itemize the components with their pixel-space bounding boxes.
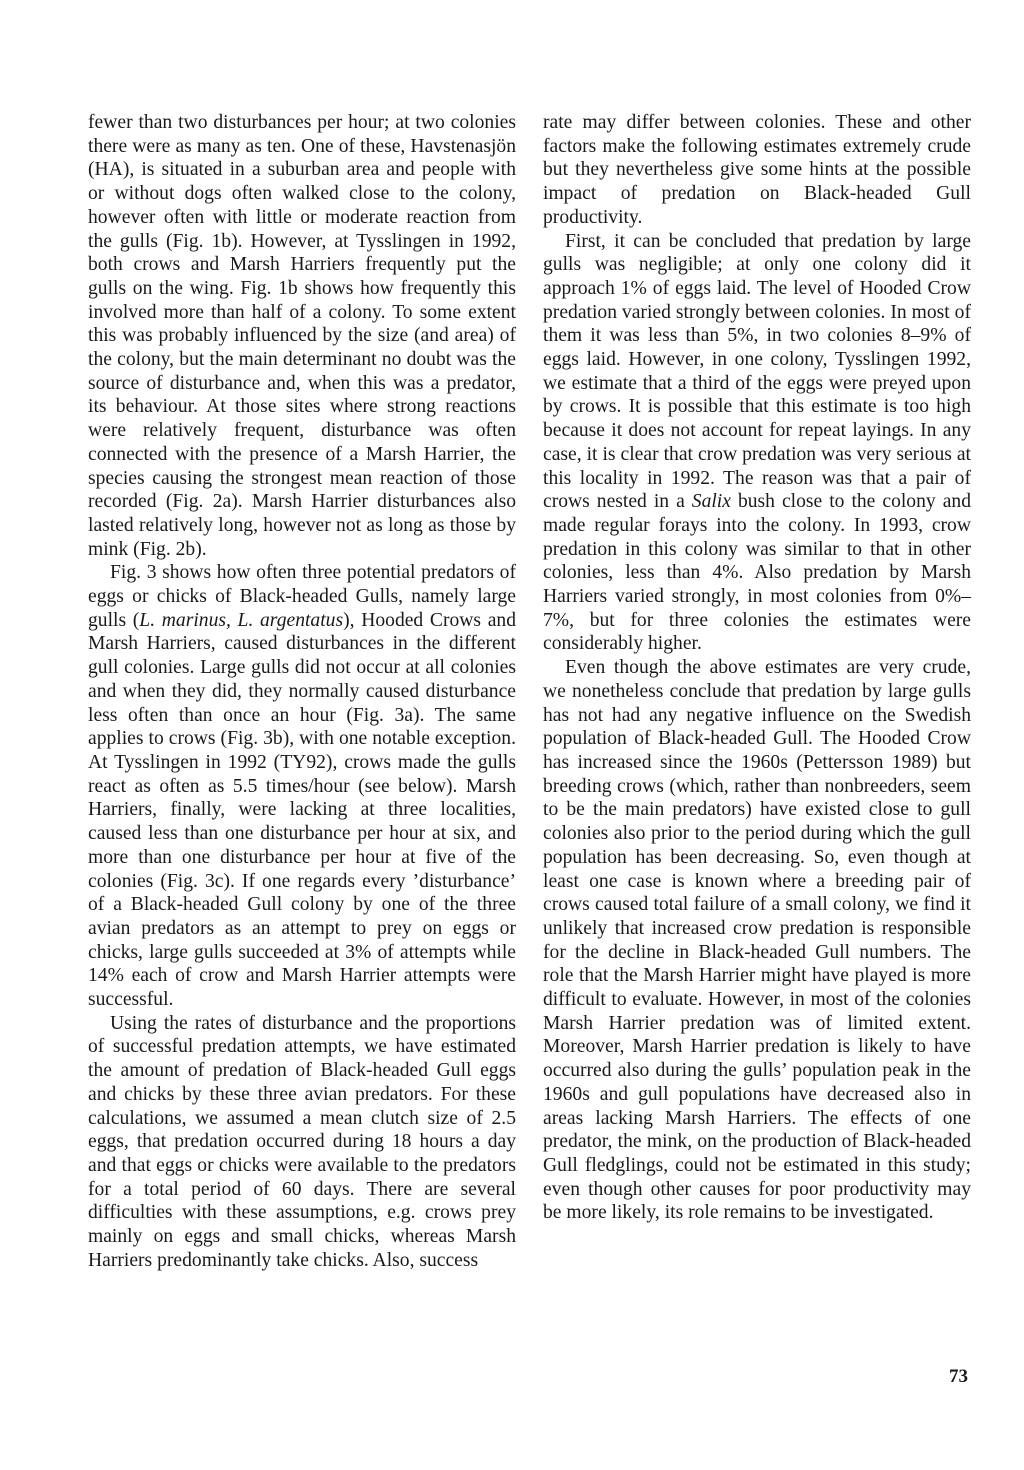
paragraph-predation-results — [543, 230, 971, 657]
text-run: Fig. 3 shows how often three potential predators of eggs or chicks of Black-headed Gulls, namely large gulls ( — [88, 562, 516, 631]
page-number: 73 — [949, 1366, 968, 1387]
text-run: bush close to the colony and made regular forays into the colony. In 1993, crow predation in this colony was similar to that in other colonies, less than 4%. Also predation by Marsh Harriers varied strongly, in most colonies from 0%–7%, but for three colonies the estimates were considerably higher. — [543, 491, 971, 655]
paragraph-success-rate: rate may differ between colonies. These and other factors make the following estimates extremely crude but they nevertheless give some hints at the possible impact of predation on Black-headed Gull productivity. — [543, 112, 971, 228]
paragraph-disturbance-reactions: fewer than two disturbances per hour; at two colonies there were as many as ten. One of these, Havstenasjön (HA), is situated in a suburban area and people with or without dogs often walked close to the colony, however often with little or moderate reaction from the gulls (Fig. 1b). However, at Tysslingen in 1992, both crows and Marsh Harriers frequently put the gulls on the wing. Fig. 1b shows how frequently this involved more than half of a colony. To some extent this was probably influenced by the size (and area) of the colony, but the main determinant no doubt was the source of disturbance and, when this was a predator, its behaviour. At those sites where strong reactions were relatively frequent, disturbance was often connected with the presence of a Marsh Harrier, the species causing the strongest mean reaction of those recorded (Fig. 2a). Marsh Harrier disturbances also lasted relatively long, however not as long as those by mink (Fig. 2b). — [88, 112, 516, 560]
right-text-column — [543, 111, 971, 1225]
species-names: L. marinus, L. argentatus — [139, 609, 344, 631]
text-run: ), Hooded Crows and Marsh Harriers, caused disturbances in the different gull colonies. Large gulls did not occur at all colonies and when they did, they normally caused disturbance less often than once an hour (Fig. 3a). The same applies to crows (Fig. 3b), with one notable exception. At Tysslingen in 1992 (TY92), crows made the gulls react as often as 5.5 times/hour (see below). Marsh Harriers, finally, were lacking at three localities, caused less than one disturbance per hour at six, and more than one disturbance per hour at five of the colonies (Fig. 3c). If one regards every ’disturbance’ of a Black-headed Gull colony by one of the three avian predators as an attempt to prey on eggs or chicks, large gulls succeeded at 3% of attempts while 14% each of crow and Marsh Harrier attempts were successful. — [88, 609, 517, 1011]
paragraph-predation-estimates: Using the rates of disturbance and the proportions of successful predation attempts, we have estimated the amount of predation of Black-headed Gull eggs and chicks by these three avian predators. For these calculations, we assumed a mean clutch size of 2.5 eggs, that predation occurred during 18 hours a day and that eggs or chicks were available to the predators for a total period of 60 days. There are several difficulties with these assumptions, e.g. crows prey mainly on eggs and small chicks, whereas Marsh Harriers predominantly take chicks. Also, success — [88, 1012, 516, 1271]
paragraph-fig3-predators — [88, 561, 516, 1011]
left-text-column — [88, 111, 516, 1272]
genus-name: Salix — [691, 491, 731, 513]
paragraph-conclusion: Even though the above estimates are very crude, we nonetheless conclude that predation by large gulls has not had any negative influence on the Swedish population of Black-headed Gull. The Hooded Crow has increased since the 1960s (Pettersson 1989) but breeding crows (which, rather than nonbreeders, seem to be the main predators) have existed close to gull colonies also prior to the period during which the gull population has been decreasing. So, even though at least one case is known where a breeding pair of crows caused total failure of a small colony, we find it unlikely that increased crow predation is responsible for the decline in Black-headed Gull numbers. The role that the Marsh Harrier might have played is more difficult to evaluate. However, in most of the colonies Marsh Harrier predation was of limited extent. Moreover, Marsh Harrier predation is likely to have occurred also during the gulls’ population peak in the 1960s and gull populations have decreased also in areas lacking Marsh Harriers. The effects of one predator, the mink, on the production of Black-headed Gull fledglings, could not be estimated in this study; even though other causes for poor productivity may be more likely, its role remains to be investigated. — [543, 657, 971, 1224]
text-run: First, it can be concluded that predation by large gulls was negligible; at only one colony did it approach 1% of eggs laid. The level of Hooded Crow predation varied strongly between colonies. In most of them it was less than 5%, in two colonies 8–9% of eggs laid. However, in one colony, Tysslingen 1992, we estimate that a third of the eggs were preyed upon by crows. It is possible that this estimate is too high because it does not account for repeat layings. In any case, it is clear that crow predation was very serious at this locality in 1992. The reason was that a pair of crows nested in a — [543, 230, 971, 513]
